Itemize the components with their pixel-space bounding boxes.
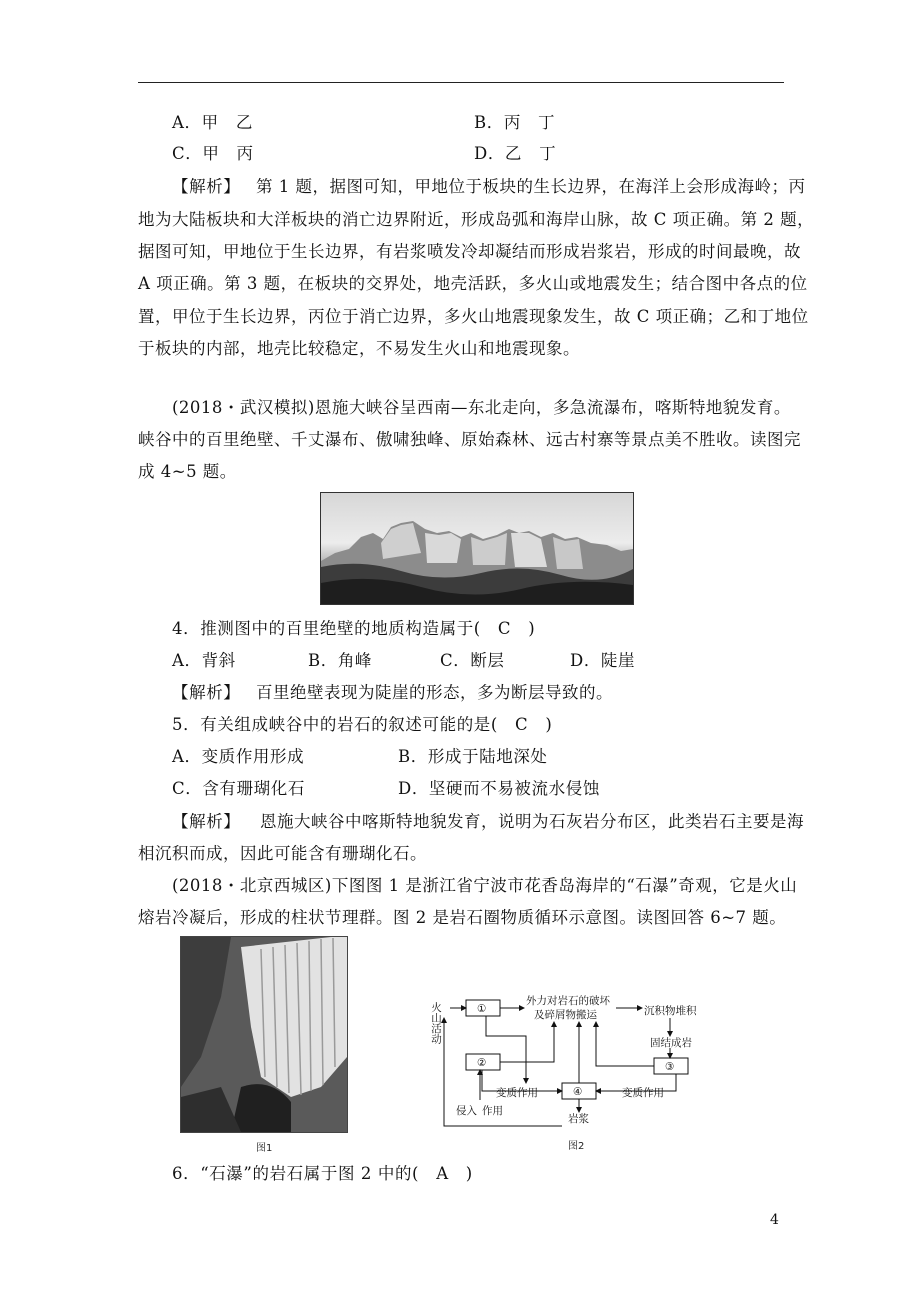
analysis-1to3-line: 于板块的内部，地壳比较稳定，不易发生火山和地震现象。 (138, 339, 580, 358)
stone-waterfall-photo (180, 936, 348, 1133)
deposition-label: 沉积物堆积 (644, 1005, 697, 1017)
q4-option-c: C．断层 (440, 651, 505, 670)
intro-6to7-line: (2018・北京西城区)下图图 1 是浙江省宁波市花香岛海岸的“石瀑”奇观，它是火山 (172, 876, 798, 895)
canyon-cliff-photo (320, 492, 634, 605)
analysis-1to3-line: 地为大陆板块和大洋板块的消亡边界附近，形成岛弧和海岸山脉，故 C 项正确。第 2 题， (138, 210, 815, 229)
magma-label: 岩浆 (568, 1113, 589, 1125)
intro-4to5-line: (2018・武汉模拟)恩施大峡谷呈西南—东北走向，多急流瀑布，喀斯特地貌发育。 (172, 398, 791, 417)
analysis-1to3-label: 【解析】 (172, 177, 241, 196)
q6-stem: 6．“石瀑”的岩石属于图 2 中的( A ) (172, 1164, 473, 1183)
volcano-activity-label: 火山活动 (430, 1002, 442, 1044)
analysis-5-label: 【解析】 (172, 812, 241, 831)
analysis-5-line: 相沉积而成，因此可能含有珊瑚化石。 (138, 844, 427, 863)
q4-option-a: A．背斜 (172, 651, 236, 670)
page-number: 4 (770, 1212, 779, 1228)
intrusion-action-label: 作用 (482, 1105, 503, 1117)
rock-box-4-label: ④ (573, 1086, 583, 1098)
intrusion-label: 侵入 (456, 1105, 477, 1117)
rock-cycle-diagram (430, 988, 706, 1130)
q4-stem: 4．推测图中的百里绝壁的地质构造属于( C ) (172, 619, 536, 638)
rock-box-2-label: ② (477, 1057, 487, 1069)
consolidation-label: 固结成岩 (650, 1037, 692, 1049)
q3-option-a: A．甲 乙 (172, 113, 253, 132)
intro-6to7-line: 熔岩冷凝后，形成的柱状节理群。图 2 是岩石圈物质循环示意图。读图回答 6~7 题。 (138, 908, 787, 927)
analysis-1to3-line: 据图可知，甲地位于生长边界，有岩浆喷发冷却凝结而形成岩浆岩，形成的时间最晚，故 (138, 242, 801, 261)
q4-option-b: B．角峰 (308, 651, 373, 670)
rock-box-1-label: ① (477, 1003, 487, 1015)
q5-option-b: B．形成于陆地深处 (398, 747, 548, 766)
q3-option-d: D．乙 丁 (474, 144, 557, 163)
analysis-1to3-line: 置，甲位于生长边界，丙位于消亡边界，多火山地震现象发生，故 C 项正确；乙和丁地位 (138, 307, 809, 326)
q3-option-b: B．丙 丁 (474, 113, 556, 132)
intro-4to5-line: 峡谷中的百里绝壁、千丈瀑布、傲啸独峰、原始森林、远古村寨等景点美不胜收。读图完 (138, 430, 801, 449)
figure2-caption: 图2 (568, 1141, 585, 1152)
q5-option-a: A．变质作用形成 (172, 747, 305, 766)
rock-box-3-label: ③ (665, 1061, 675, 1073)
figure1-caption: 图1 (256, 1143, 273, 1154)
analysis-1to3-line: 第 1 题，据图可知，甲地位于板块的生长边界，在海洋上会形成海岭；丙 (256, 177, 806, 196)
q5-option-d: D．坚硬而不易被流水侵蚀 (398, 779, 600, 798)
q3-option-c: C．甲 丙 (172, 144, 254, 163)
q4-option-d: D．陡崖 (570, 651, 636, 670)
analysis-4-text: 百里绝壁表现为陡崖的形态，多为断层导致的。 (256, 683, 613, 702)
analysis-5-line: 恩施大峡谷中喀斯特地貌发育，说明为石灰岩分布区，此类岩石主要是海 (260, 812, 804, 831)
q5-stem: 5．有关组成峡谷中的岩石的叙述可能的是( C ) (172, 715, 553, 734)
canyon-cliff-illustration (321, 493, 633, 604)
analysis-1to3-line: A 项正确。第 3 题，在板块的交界处，地壳活跃，多火山或地震发生；结合图中各点的位 (138, 274, 808, 293)
metamorphism-label: 变质作用 (622, 1087, 664, 1099)
columnar-joint-illustration (181, 937, 347, 1132)
analysis-4-label: 【解析】 (172, 683, 241, 702)
weathering-label: 外力对岩石的破坏 (526, 995, 610, 1007)
q5-option-c: C．含有珊瑚化石 (172, 779, 305, 798)
header-rule (138, 82, 784, 83)
metamorphism-label: 变质作用 (496, 1087, 538, 1099)
intro-4to5-line: 成 4~5 题。 (138, 462, 237, 481)
weathering-label: 及碎屑物搬运 (534, 1009, 597, 1021)
